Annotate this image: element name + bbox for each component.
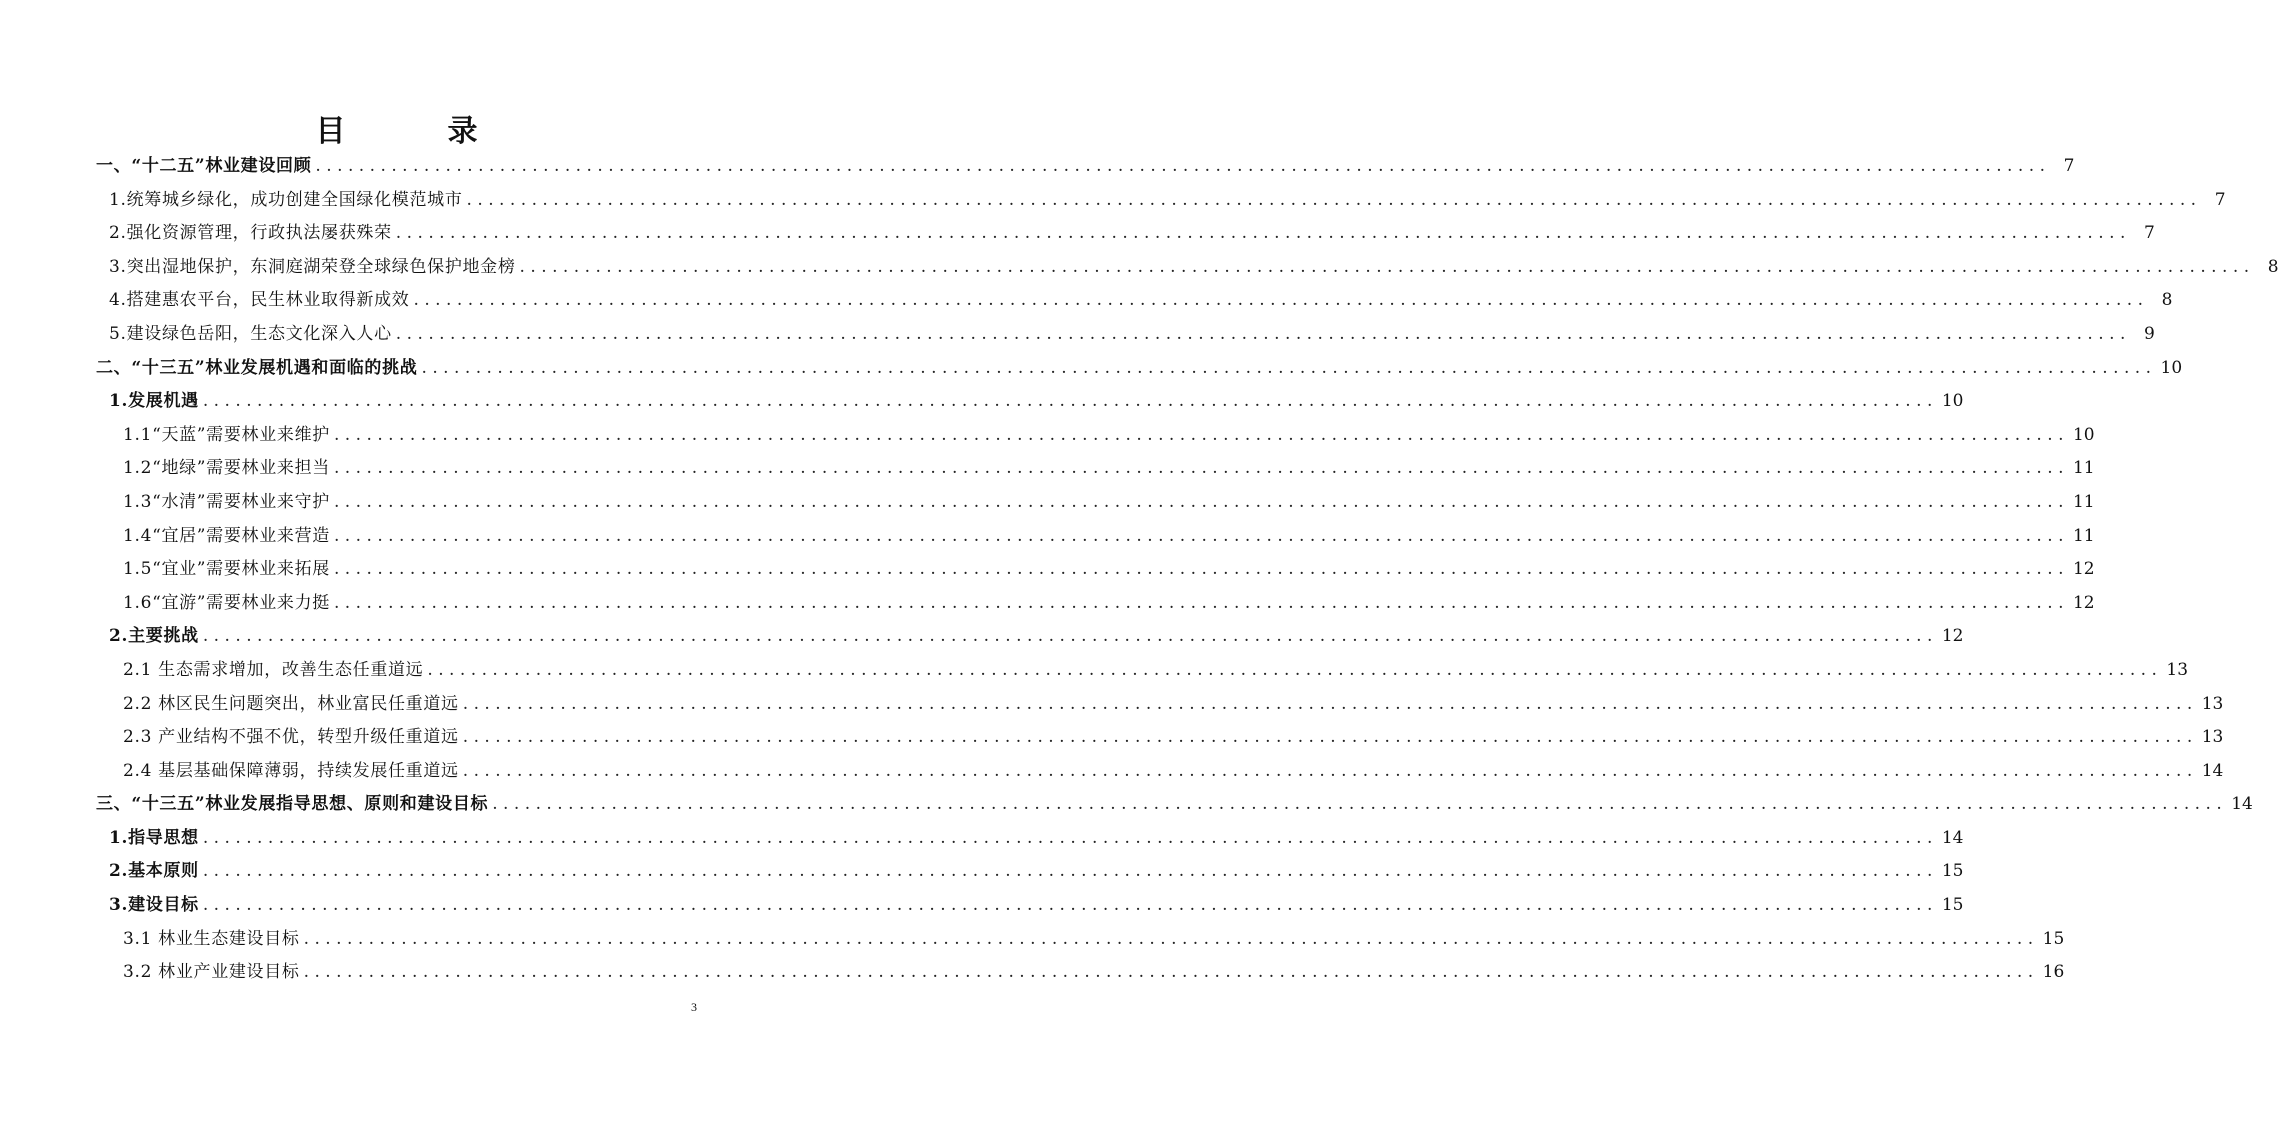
- toc-entry[interactable]: [96, 755, 2224, 789]
- toc-dot-leader: ................................................................................................................................................................: [519, 256, 2255, 277]
- toc-entry-page: 11: [2072, 525, 2095, 546]
- toc-entry[interactable]: [96, 184, 2226, 218]
- toc-entry[interactable]: [96, 721, 2224, 755]
- toc-entry-page: 15: [1941, 861, 1964, 882]
- toc-entry[interactable]: [96, 654, 2189, 688]
- toc-entry-page: 7: [2063, 156, 2075, 176]
- toc-entry-page: 15: [2042, 928, 2065, 949]
- toc-entry-page: 11: [2072, 458, 2095, 479]
- toc-entry-label: 1.6“宜游”需要林业来力挺: [123, 592, 330, 613]
- toc-dot-leader: ................................................................................................................................................................: [395, 323, 2131, 344]
- toc-dot-leader: ................................................................................................................................................................: [333, 491, 2069, 512]
- toc-entry-label: 2.2 林区民生问题突出，林业富民任重道远: [123, 693, 459, 714]
- toc-entry-page: 14: [1941, 827, 1964, 848]
- toc-entry-label: 5.建设绿色岳阳，生态文化深入人心: [109, 323, 392, 344]
- toc-entry-label: 一、“十二五”林业建设回顾: [96, 156, 312, 176]
- toc-entry-page: 12: [2072, 559, 2095, 580]
- toc-dot-leader: ................................................................................................................................................................: [315, 156, 2051, 176]
- toc-entry-label: 3.建设目标: [109, 895, 199, 916]
- table-of-contents: [96, 150, 2279, 990]
- toc-entry-page: 10: [1941, 391, 1964, 412]
- toc-dot-leader: ................................................................................................................................................................: [202, 626, 1938, 647]
- toc-dot-leader: ................................................................................................................................................................: [462, 760, 2198, 781]
- toc-entry[interactable]: [96, 587, 2095, 621]
- toc-entry[interactable]: [96, 620, 1964, 654]
- toc-entry[interactable]: [96, 688, 2224, 722]
- toc-entry-page: 12: [1941, 626, 1964, 647]
- toc-dot-leader: ................................................................................................................................................................: [466, 189, 2202, 210]
- toc-entry-page: 11: [2072, 491, 2095, 512]
- toc-entry-label: 1.1“天蓝”需要林业来维护: [123, 424, 330, 445]
- toc-dot-leader: ................................................................................................................................................................: [421, 357, 2157, 378]
- toc-entry[interactable]: [96, 788, 2253, 822]
- toc-dot-leader: ................................................................................................................................................................: [202, 895, 1938, 916]
- toc-entry-label: 4.搭建惠农平台，民生林业取得新成效: [109, 290, 410, 311]
- toc-entry-label: 2.4 基层基础保障薄弱，持续发展任重道远: [123, 760, 459, 781]
- toc-entry-label: 2.基本原则: [109, 861, 199, 882]
- toc-entry-page: 10: [2072, 424, 2095, 445]
- toc-entry-page: 13: [2166, 659, 2189, 680]
- toc-entry[interactable]: [96, 486, 2095, 520]
- toc-dot-leader: ................................................................................................................................................................: [427, 659, 2163, 680]
- toc-entry-label: 二、“十三五”林业发展机遇和面临的挑战: [96, 357, 418, 378]
- toc-entry[interactable]: [96, 251, 2279, 285]
- toc-entry-label: 1.统筹城乡绿化，成功创建全国绿化模范城市: [109, 189, 463, 210]
- toc-dot-leader: ................................................................................................................................................................: [333, 525, 2069, 546]
- toc-dot-leader: ................................................................................................................................................................: [303, 962, 2039, 983]
- toc-dot-leader: ................................................................................................................................................................: [333, 559, 2069, 580]
- toc-entry[interactable]: [96, 855, 1964, 889]
- toc-entry-label: 1.3“水清”需要林业来守护: [123, 491, 330, 512]
- toc-entry-page: 8: [2161, 290, 2173, 311]
- page-number: 3: [691, 1000, 697, 1014]
- toc-entry[interactable]: [96, 822, 1964, 856]
- toc-entry-page: 16: [2042, 962, 2065, 983]
- toc-entry-label: 3.1 林业生态建设目标: [123, 928, 300, 949]
- toc-dot-leader: ................................................................................................................................................................: [395, 223, 2131, 244]
- toc-entry-page: 10: [2160, 357, 2183, 378]
- toc-entry[interactable]: [96, 452, 2095, 486]
- toc-entry-label: 2.强化资源管理，行政执法屡获殊荣: [109, 223, 392, 244]
- toc-entry[interactable]: [96, 520, 2095, 554]
- toc-entry-label: 1.2“地绿”需要林业来担当: [123, 458, 330, 479]
- toc-dot-leader: ................................................................................................................................................................: [303, 928, 2039, 949]
- page-title: 目 录: [315, 114, 514, 149]
- toc-entry-page: 7: [2143, 223, 2155, 244]
- toc-dot-leader: ................................................................................................................................................................: [333, 592, 2069, 613]
- toc-entry[interactable]: [96, 318, 2155, 352]
- toc-dot-leader: ................................................................................................................................................................: [333, 458, 2069, 479]
- toc-entry-page: 14: [2201, 760, 2224, 781]
- toc-entry[interactable]: [96, 150, 2075, 184]
- toc-entry-page: 12: [2072, 592, 2095, 613]
- toc-entry-page: 14: [2231, 794, 2253, 815]
- toc-entry[interactable]: [96, 923, 2065, 957]
- toc-entry-page: 13: [2201, 727, 2224, 748]
- toc-entry-label: 1.5“宜业”需要林业来拓展: [123, 559, 330, 580]
- toc-dot-leader: ................................................................................................................................................................: [202, 861, 1938, 882]
- toc-dot-leader: ................................................................................................................................................................: [462, 693, 2198, 714]
- toc-entry-label: 1.指导思想: [109, 827, 199, 848]
- toc-entry[interactable]: [96, 553, 2095, 587]
- toc-entry-page: 15: [1941, 895, 1964, 916]
- toc-entry-label: 3.突出湿地保护，东洞庭湖荣登全球绿色保护地金榜: [109, 256, 516, 277]
- toc-entry-label: 1.发展机遇: [109, 391, 199, 412]
- toc-dot-leader: ................................................................................................................................................................: [462, 727, 2198, 748]
- toc-entry-label: 3.2 林业产业建设目标: [123, 962, 300, 983]
- toc-entry-page: 9: [2143, 323, 2155, 344]
- toc-entry[interactable]: [96, 385, 1964, 419]
- toc-entry-label: 2.3 产业结构不强不优，转型升级任重道远: [123, 727, 459, 748]
- toc-entry-page: 13: [2201, 693, 2224, 714]
- toc-dot-leader: ................................................................................................................................................................: [492, 794, 2228, 815]
- toc-entry[interactable]: [96, 352, 2183, 386]
- toc-entry-page: 7: [2214, 189, 2226, 210]
- toc-entry-label: 2.主要挑战: [109, 626, 199, 647]
- toc-entry[interactable]: [96, 956, 2065, 990]
- toc-entry[interactable]: [96, 889, 1964, 923]
- toc-entry[interactable]: [96, 217, 2155, 251]
- toc-entry[interactable]: [96, 284, 2173, 318]
- toc-dot-leader: ................................................................................................................................................................: [413, 290, 2149, 311]
- toc-entry-label: 三、“十三五”林业发展指导思想、原则和建设目标: [96, 794, 489, 815]
- toc-dot-leader: ................................................................................................................................................................: [202, 391, 1938, 412]
- toc-dot-leader: ................................................................................................................................................................: [333, 424, 2069, 445]
- toc-entry[interactable]: [96, 419, 2095, 453]
- toc-entry-label: 2.1 生态需求增加，改善生态任重道远: [123, 659, 424, 680]
- toc-dot-leader: ................................................................................................................................................................: [202, 827, 1938, 848]
- toc-entry-label: 1.4“宜居”需要林业来营造: [123, 525, 330, 546]
- toc-entry-page: 8: [2267, 256, 2279, 277]
